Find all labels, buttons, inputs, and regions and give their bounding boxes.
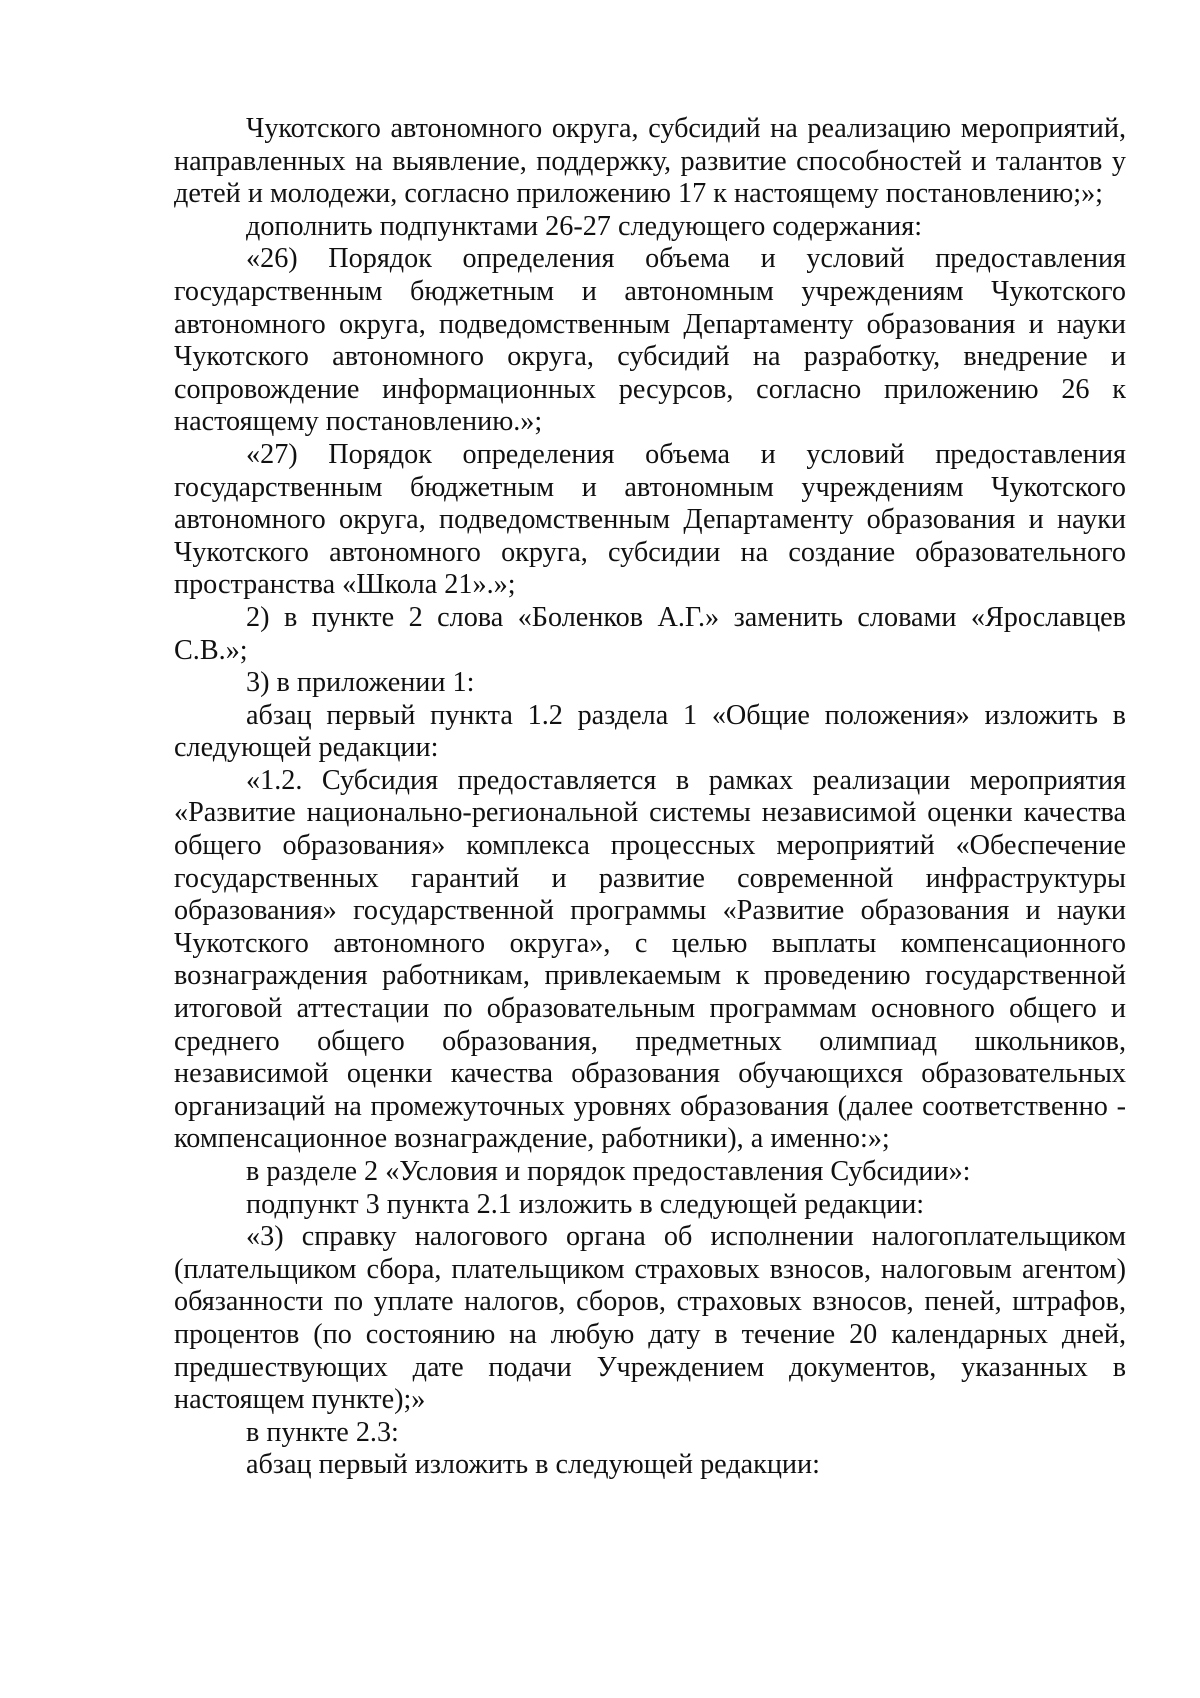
paragraph-item-26: «26) Порядок определения объема и условий предоставления государственным бюджетным и автономным учреждениям Чукотского автономного округа, подведомственным Департаменту образования и науки Чукотского автономного округа, субсидий на разработку, внедрение и сопровождение информационных ресурсов, согласно приложению 26 к настоящему постановлению.»;	[174, 243, 1126, 438]
paragraph-point-2: 2) в пункте 2 слова «Боленков А.Г.» заменить словами «Ярославцев С.В.»;	[174, 601, 1126, 666]
paragraph-continuation-17: Чукотского автономного округа, субсидий на реализацию мероприятий, направленных на выявление, поддержку, развитие способностей и талантов у детей и молодежи, согласно приложению 17 к настоящему постановлению;»;	[174, 113, 1126, 210]
paragraph-point-3: 3) в приложении 1:	[246, 667, 475, 699]
paragraph-section-2: в разделе 2 «Условия и порядок предоставления Субсидии»:	[246, 1156, 971, 1187]
paragraph-clause-1-2-text: «1.2. Субсидия предоставляется в рамках реализации мероприятия «Развитие национально-региональной системы независимой оценки качества общего образования» комплекса процессных мероприятий «Обеспечение государственных гарантий и развитие современной инфраструктуры образования» государственной программы «Развитие образования и науки Чукотского автономного округа», с целью выплаты компенсационного вознаграждения работникам, привлекаемым к проведению государственной итоговой аттестации по образовательным программам основного общего и среднего общего образования, предметных олимпиад школьников, независимой оценки качества образования обучающихся образовательных организаций на промежуточных уровнях образования (далее соответственно - компенсационное вознаграждение, работники), а именно:»;	[174, 764, 1126, 1155]
paragraph-item-27: «27) Порядок определения объема и условий предоставления государственным бюджетным и автономным учреждениям Чукотского автономного округа, подведомственным Департаменту образования и науки Чукотского автономного округа, субсидии на создание образовательного пространства «Школа 21».»;	[174, 438, 1126, 601]
paragraph-clause-1-2-intro: абзац первый пункта 1.2 раздела 1 «Общие положения» изложить в следующей редакции:	[174, 699, 1126, 764]
paragraph-subpoint-3-intro: подпункт 3 пункта 2.1 изложить в следующей редакции:	[246, 1188, 925, 1220]
document-body	[174, 113, 1126, 1482]
paragraph-point-2-3: в пункте 2.3:	[246, 1416, 399, 1448]
paragraph-first-abzac: абзац первый изложить в следующей редакции:	[246, 1449, 820, 1481]
paragraph-add-subpoints: дополнить подпунктами 26-27 следующего содержания:	[246, 210, 923, 242]
paragraph-subpoint-3-text: «3) справку налогового органа об исполнении налогоплательщиком (плательщиком сбора, плательщиком страховых взносов, налоговым агентом) обязанности по уплате налогов, сборов, страховых взносов, пеней, штрафов, процентов (по состоянию на любую дату в течение 20 календарных дней, предшествующих дате подачи Учреждением документов, указанных в настоящем пункте);»	[174, 1221, 1126, 1416]
